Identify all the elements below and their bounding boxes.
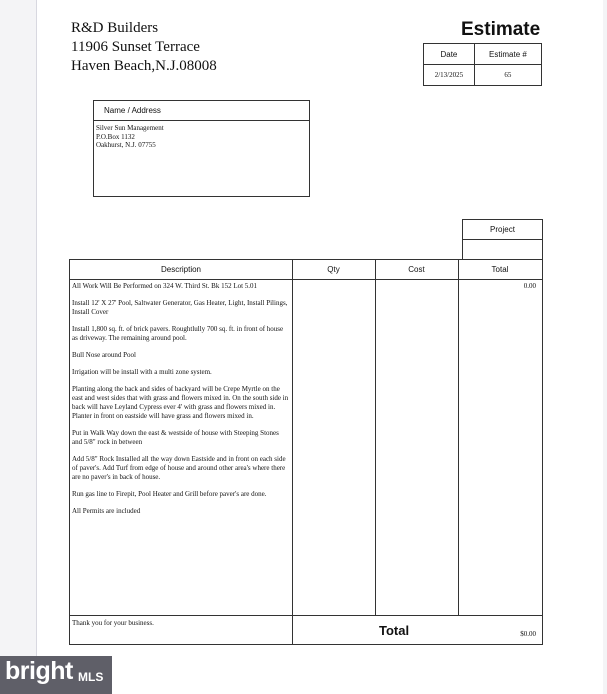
description-paragraph: Run gas line to Firepit, Pool Heater and Grill before paver's are done. (72, 490, 267, 498)
company-name: R&D Builders (71, 20, 159, 36)
company-address-line1: 11906 Sunset Terrace (71, 39, 200, 55)
column-header-description: Description (160, 265, 201, 274)
name-address-content (94, 121, 309, 153)
estimate-number-label: Estimate # (474, 44, 541, 65)
estimate-page (36, 0, 603, 694)
watermark-brand: bright (5, 657, 73, 685)
company-address-line2: Haven Beach,N.J.08008 (71, 58, 217, 74)
description-paragraph: Install 12' X 27' Pool, Saltwater Generator, Gas Heater, Light, Install Pilings, Install Cover (72, 299, 288, 316)
address-line: P.O.Box 1132 (96, 132, 135, 141)
description-paragraph: All Work Will Be Performed on 324 W. Third St. Bk 152 Lot 5.01 (72, 282, 258, 290)
description-cell (72, 282, 290, 524)
estimate-meta-table (423, 43, 542, 86)
description-paragraph: Install 1,800 sq. ft. of brick pavers. Roughtlully 700 sq. ft. in front of house as driveway. The remaining around pool. (72, 325, 284, 342)
name-address-box (93, 100, 310, 197)
description-paragraph: Planting along the back and sides of backyard will be Crepe Myrtle on the east and west sides that with grass and flowers mixed in. On the south side in back will have Leyland Cypress ever 4' with grass and flowers mixed in. Planter in front on eastside will have grass and flowers mixed in. (72, 385, 289, 420)
header-divider (70, 279, 542, 280)
column-divider (375, 260, 376, 615)
footer-divider (70, 615, 542, 616)
document-title: Estimate (461, 19, 541, 40)
project-label: Project (463, 220, 542, 240)
column-header-qty: Qty (327, 265, 340, 274)
column-divider (458, 260, 459, 615)
line-total-value: 0.00 (523, 282, 536, 290)
watermark-suffix: MLS (78, 670, 104, 684)
description-paragraph: Bull Nose around Pool (72, 351, 136, 359)
description-paragraph: Irrigation will be install with a multi zone system. (72, 368, 212, 376)
grand-total-label: Total (379, 623, 410, 638)
address-line: Silver Sun Management (96, 124, 164, 132)
grand-total-value: $0.00 (520, 630, 536, 638)
date-label: Date (424, 44, 475, 65)
description-paragraph: Put in Walk Way down the east & westside of house with Steeping Stones and 5/8" rock in between (72, 429, 279, 446)
column-divider (292, 260, 293, 644)
date-value: 2/13/2025 (424, 65, 475, 86)
line-items-table (69, 259, 543, 645)
company-header (71, 19, 217, 76)
description-paragraph: Add 5/8" Rock Installed all the way down Eastside and in front on each side of paver's. Add Turf from edge of house and around other area's where there are no paver's in back of house. (72, 455, 286, 481)
estimate-number-value: 65 (474, 65, 541, 86)
column-header-cost: Cost (408, 265, 425, 274)
name-address-label: Name / Address (94, 101, 309, 121)
brightmls-watermark (0, 656, 112, 694)
project-box (462, 219, 543, 260)
column-header-total: Total (491, 265, 509, 274)
address-line: Oakhurst, N.J. 07755 (96, 141, 156, 150)
description-paragraph: All Permits are included (72, 507, 141, 515)
thank-you-note: Thank you for your business. (72, 619, 154, 627)
